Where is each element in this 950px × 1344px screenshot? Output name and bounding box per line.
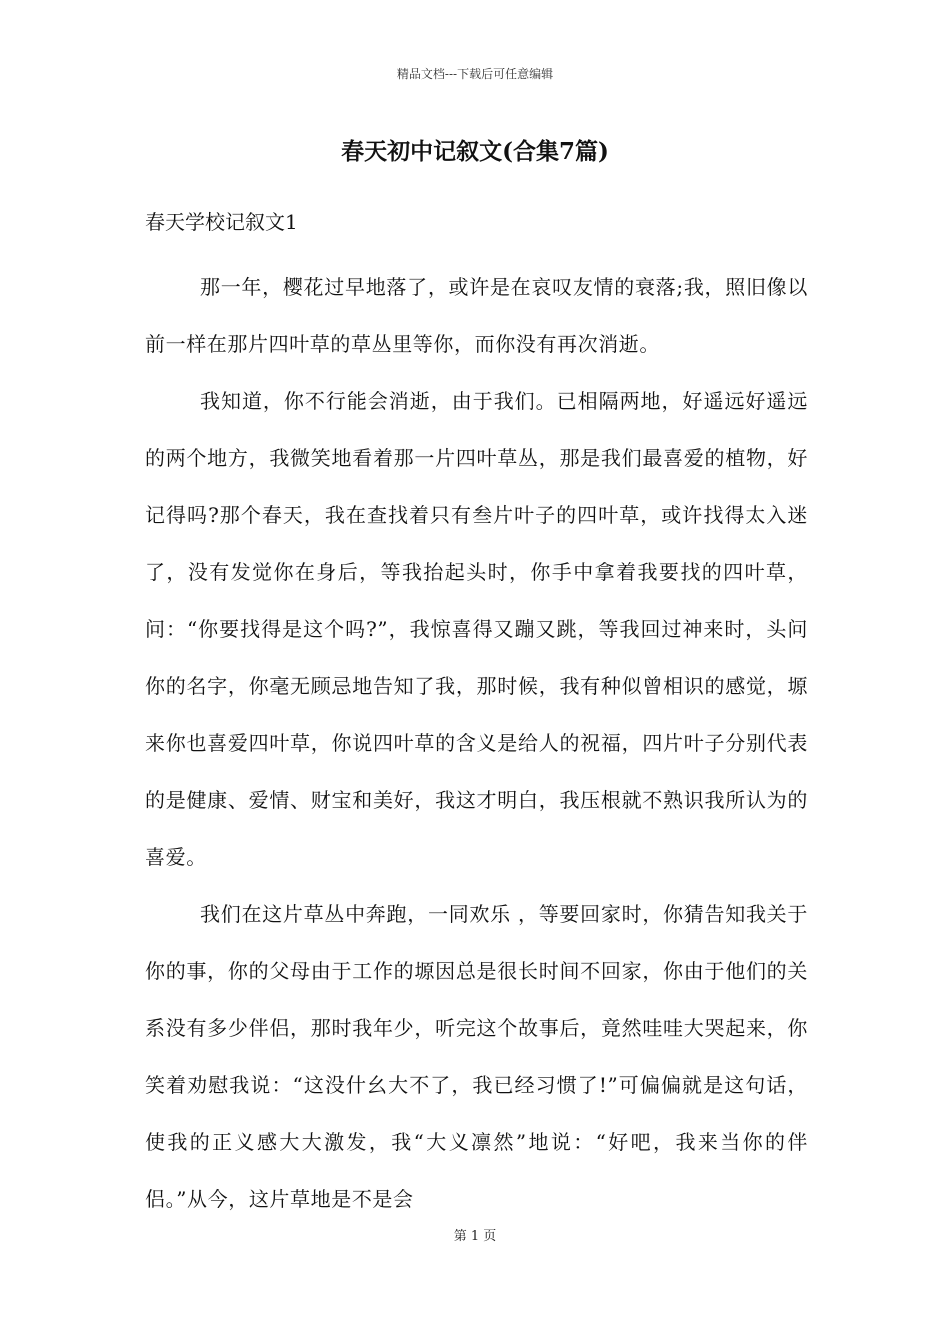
paragraph-1: 那一年，樱花过早地落了，或许是在哀叹友情的衰落;我，照旧像以前一样在那片四叶草的草丛里等你，而你没有再次消逝。 — [145, 275, 808, 356]
paragraph-2: 我知道，你不行能会消逝，由于我们。已相隔两地，好遥远好遥远的两个地方，我微笑地看着那一片四叶草丛，那是我们最喜爱的植物，好记得吗?那个春天，我在查找着只有叁片叶子的四叶草，或许找得太入迷了，没有发觉你在身后，等我抬起头时，你手中拿着我要找的四叶草，问：“你要找得是这个吗?”，我惊喜得又蹦又跳，等我回过神来时，头问你的名字，你毫无顾忌地告知了我，那时候，我有种似曾相识的感觉，塬来你也喜爱四叶草，你说四叶草的含义是给人的祝福，四片叶子分别代表的是健康、爱情、财宝和美好，我这才明白，我压根就不熟识我所认为的喜爱。 — [145, 389, 808, 869]
page-number: 第 1 页 — [453, 1229, 497, 1244]
section-heading: 春天学校记叙文1 — [145, 210, 298, 234]
paragraph-3: 我们在这片草丛中奔跑，一同欢乐 ，等要回家时，你猜告知我关于你的事，你的父母由于工作的塬因总是很长时间不回家，你由于他们的关系没有多少伴侣，那时我年少，听完这个故事后，竟然哇哇大哭起来，你笑着劝慰我说：“这没什幺大不了，我已经习惯了!”可偏偏就是这句话，使我的正义感大大激发，我“大义凛然”地说：“好吧，我来当你的伴侣。”从今，这片草地是不是会 — [145, 902, 808, 1211]
page-header: 精品文档---下载后可任意编辑 — [396, 67, 554, 81]
document-title: 春天初中记叙文(合集7篇) — [341, 138, 609, 165]
document-body — [145, 259, 808, 1228]
